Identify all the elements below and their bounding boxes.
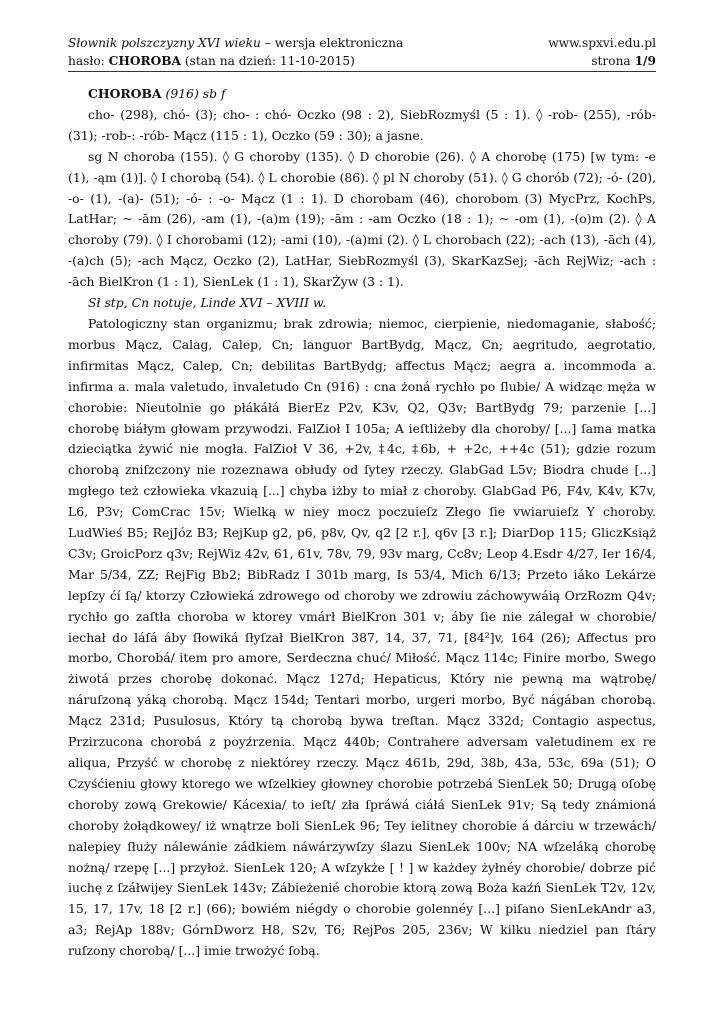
definition-paragraph: Patologiczny stan organizmu; brak zdrowia; niemoc, cierpienie, niedomaganie, słabość; morbus Mącz, Calag, Calep, Cn; languor BartBydg, Mącz, Cn; aegritudo, aegrotatio, infirmitas Mącz, Calep, Cn; debilitas BartBydg; affectus Mącz; aegra a. incommoda a. infirma a. mala valetudo, invaletudo Cn (916) : cna żoná rychło po ſlubie/ A widząc męża w chorobie: Nieutolnie go płákáłá BierEz P2v, K3v, Q2, Q3v; BartBydg 79; parzenie [...] chorobę biáłym głowam przywodzi. FalZioł I 105a; A ieſtliżeby dla choroby/ [...] ſama matka dzieciątka żywić nie mogła. FalZioł V 36, +2v, ‡4c, ‡6b, + +2c, ++4c (51); gdzie rozum chorobą zniſzczony nie rozeznawa obłudy od ſytey rzeczy. GlabGad L5v; Biodra chude [...] mgłego też człowieka vkazuią [...] chyba iżby to miał z choroby. GlabGad P6, F4v, K4v, K7v, L6, P3v; ComCrac 15v; Wielką w niey mocz poczuieſz Złego ſie vwiaruieſz Y choroby. LudWieś B5; RejJóz B3; RejKup g2, p6, p8v, Qv, q2 [2 r.], q6v [3 r.]; DiarDop 115; GliczKsiąż C3v; GroicPorz q3v; RejWiz 42v, 61, 61v, 78v, 79, 93v marg, Cc8v; Leop 4.Esdr 4/27, Ier 16/4, Mar 5/34, ZZ; RejFig Bb2; BibRadz I 301b marg, Is 53/4, Mich 6/13; Przeto iáko Lekárze lepſzy ćí ſą/ ktorzy Człowieká zdrowego od choroby we zdrowiu záchowywáią OrzRozm Q4v; rychło go zaſtła choroba w ktorey vmárł BielKron 301 v; áby ſie nie zálegał w chorobie/ iechał do láſá áby ſłowiká ſłyſzał BielKron 387, 14, 37, 71, [84²]v, 164 (26); Affectus pro morbo, Chorobá/ item pro amore, Serdeczna chuć/ Miłość. Mącz 114c; Finire morbo, Swego żiwotá przes chorobę dokonać. Mącz 127d; Hepaticus, Który nie pewną ma wątrobę/ náruſzoną yáką chorobą. Mącz 154d; Tentari morbo, urgeri morbo, Być nágában chorobą. Mącz 231d; Pusulosus, Który tą chorobą bywa treſtan. Mącz 332d; Contagio aspectus, Przirzucona chorobá z poyźrzenia. Mącz 440b; Contrahere adversam valetudinem ex re aliqua, Przyść w chorobę z niektórey rzeczy. Mącz 461b, 29d, 38b, 43a, 53c, 69a (51); O Czyśćieniu głowy ktorego we wſzelkiey głowney chorobie potrzebá SienLek 50; Drugą oſobę choroby zową Grekowie/ Kácexia/ to ieſt/ zła ſpráwá ciáłá SienLek 91v; Są tedy známioná choroby żołądkowey/ iż wnątrze boli SienLek 96; Tey ielitney chorobie á dárciu w trzewách/ nalepiey ſłuży nálewánie zádkiem náwárzywſzy ślazu SienLek 100v; NA wſzeláką chorobę nożną/ rzepę [...] przyłoż. SienLek 120; A wſzykże [ ! ] w każdey żyłnéy chorobie/ dobrze pić iuchę z ſzáłwijey SienLek 143v; Zábieżenié chorobie ktorą zową Boża kaźń SienLek T2v, 12v, 15, 17, 17v, 18 [2 r.] (66); bowiém niégdy o chorobie golennéy [...] piſano SienLekAndr a3, a3; RejAp 188v; GórnDworz H8, S2v, T6; RejPos 205, 236v; W kilku niedziel pan ſtáry ruſzony chorobą/ [...] imie trwożyć ſobą. [68,315,656,959]
headword: CHOROBA [88,86,162,101]
page-number: strona 1/9 [591,54,656,68]
page-header [68,34,656,70]
inflection-paragraph: sg N choroba (155). ◊ G choroby (135). ◊ D chorobie (26). ◊ A chorobę (175) [w tym: -e (1), -ąm (1)]. ◊ I chorobą (54). ◊ L chorobie (86). ◊ pl N choroby (51). ◊ G chorób (72); -ó- (20), -o- (1), -(a)- (51); -ó- : -o- Mącz (1 : 1). D chorobam (46), chorobom (3) MycPrz, KochPs, LatHar; ~ -ām (26), -am (1), -(a)m (19); -ām : -am Oczko (18 : 1); ~ -om (1), -(o)m (2). ◊ A choroby (79). ◊ I chorobami (12); -ami (10), -(a)mi (2). ◊ L chorobach (22); -ach (13), -āch (4), -(a)ch (5); -ach Mącz, Oczko (2), LatHar, SiebRozmyśl (3), SkarKazSej; -āch RejWiz; -ach : -āch BielKron (1 : 1), SienLek (1 : 1), SkarŻyw (3 : 1). [68,148,656,290]
entry-body [68,84,656,962]
header-divider [68,71,656,72]
headword-line [68,84,656,105]
dictionary-title: Słownik polszczyzny XVI wieku – wersja elektroniczna [68,36,404,50]
sources-paragraph: Sł stp, Cn notuje, Linde XVI – XVIII w. [88,295,327,311]
headword-meta: (916) sb f [161,86,226,101]
header-row-2 [68,52,656,70]
entry-label: hasło: CHOROBA (stan na dzień: 11-10-2015) [68,54,355,68]
website-url[interactable]: www.spxvi.edu.pl [548,36,656,50]
header-row-1 [68,34,656,52]
forms-paragraph: cho- (298), chó- (3); cho- : chó- Oczko (98 : 2), SiebRozmyśl (5 : 1). ◊ -rob- (255), -rób- (31); -rob-: -rób- Mącz (115 : 1), Oczko (59 : 30); a jasne. [68,106,656,143]
